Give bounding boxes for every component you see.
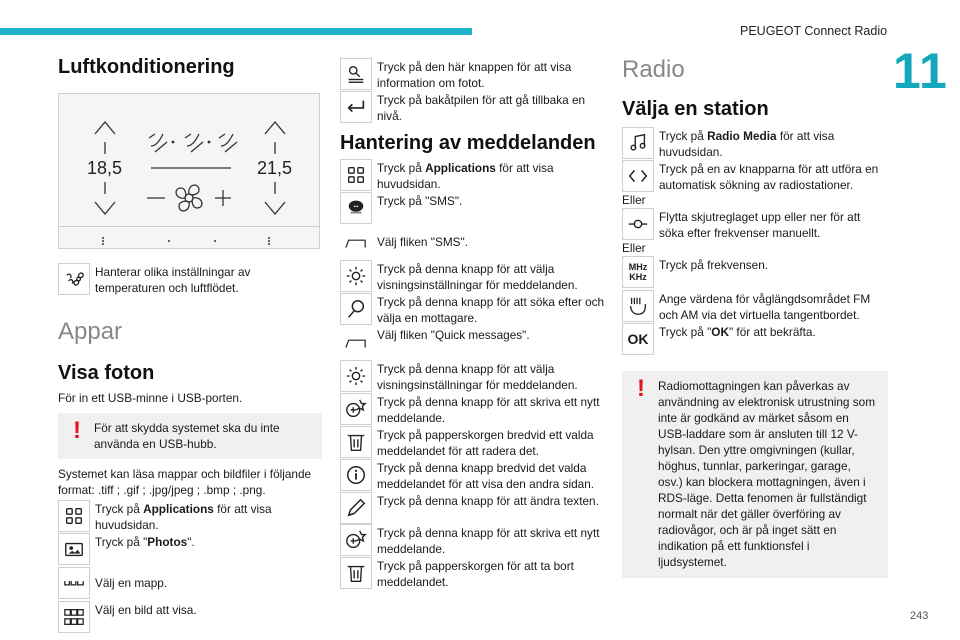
msg-step-delete-2-text: Tryck på papperskorgen för att ta bort meddelandet. bbox=[377, 559, 574, 589]
trash-icon bbox=[345, 431, 367, 453]
photo-info-button[interactable] bbox=[340, 58, 372, 90]
delete-button-1[interactable] bbox=[340, 426, 372, 458]
subsection-title-visa-foton: Visa foton bbox=[58, 362, 155, 384]
photo-step-3-text: Välj en mapp. bbox=[95, 576, 168, 590]
climate-caption: Hanterar olika inställningar av temperaturen och luftflödet. bbox=[95, 265, 251, 295]
or-label-1: Eller bbox=[622, 193, 646, 207]
msg-step-tab-quick-text: Välj fliken "Quick messages". bbox=[377, 328, 530, 342]
settings-button-1[interactable] bbox=[340, 260, 372, 292]
msg-step-new-1 bbox=[340, 393, 608, 426]
section-title-appar: Appar bbox=[58, 318, 123, 345]
radio-step-1-text: Tryck på Radio Media för att visa huvudsidan. bbox=[659, 129, 835, 159]
new-message-button-1[interactable] bbox=[340, 393, 372, 425]
msg-step-settings-1-text: Tryck på denna knapp för att välja visningsinställningar för meddelanden. bbox=[377, 262, 578, 292]
chevron-left-right-icon bbox=[627, 165, 649, 187]
radio-step-2-text: Tryck på en av knapparna för att utföra en automatisk sökning av radiostationer. bbox=[659, 162, 879, 192]
radio-step-3-text: Flytta skjutreglaget upp eller ner för att söka efter frekvenser manuellt. bbox=[659, 210, 861, 240]
photo-step-1-text: Tryck på Applications för att visa huvudsidan. bbox=[95, 502, 272, 532]
usb-warning-box bbox=[58, 413, 322, 459]
back-step bbox=[340, 91, 608, 124]
warning-icon: ! bbox=[73, 417, 81, 444]
keyboard-button[interactable] bbox=[622, 290, 654, 322]
tab-shape-icon bbox=[345, 231, 367, 253]
gear-icon bbox=[345, 265, 367, 287]
applications-button[interactable] bbox=[58, 500, 90, 532]
msg-step-info-text: Tryck på denna knapp bredvid det valda meddelandet för att visa den andra sidan. bbox=[377, 461, 595, 491]
mhz-label: MHz bbox=[628, 262, 648, 272]
applications-grid-icon bbox=[63, 505, 85, 527]
tab-sms[interactable] bbox=[340, 226, 372, 258]
section-title-luftkonditionering: Luftkonditionering bbox=[58, 56, 235, 78]
temp-left-value: 18,5 bbox=[87, 158, 123, 178]
image-grid-icon bbox=[63, 606, 85, 628]
subsection-title-valja-station: Välja en station bbox=[622, 98, 769, 120]
climate-screen-illustration bbox=[58, 93, 320, 249]
msg-step-settings-2-text: Tryck på denna knapp för att välja visningsinställningar för meddelanden. bbox=[377, 362, 578, 392]
khz-label: KHz bbox=[629, 272, 647, 282]
column-1 bbox=[58, 52, 322, 633]
applications-grid-icon bbox=[345, 164, 367, 186]
radio-step-4-text: Tryck på frekvensen. bbox=[659, 258, 769, 272]
temp-left-down-arrow bbox=[95, 202, 115, 214]
msg-step-tab-quick bbox=[340, 326, 608, 358]
music-note-icon bbox=[627, 132, 649, 154]
new-message-button-2[interactable] bbox=[340, 524, 372, 556]
msg-step-applications bbox=[340, 159, 608, 192]
temp-right-value: 21,5 bbox=[257, 158, 293, 178]
page-number: 243 bbox=[910, 610, 929, 622]
warning-icon: ! bbox=[637, 375, 645, 402]
msg-step-settings-2 bbox=[340, 360, 608, 393]
photo-step-2-text: Tryck på "Photos". bbox=[95, 535, 195, 549]
radio-warning-box bbox=[622, 371, 888, 578]
radio-step-2 bbox=[622, 160, 888, 193]
radio-warning-text: Radiomottagningen kan påverkas av användning av elektronisk utrustning som inte är godkänd av märket såsom en USB-laddare som är ansluten till 12 V-hylsan. Den yttre omgivningen (kullar, höghus, tunnlar, parkeringar, garage, osv.) kan blockera mottagningen, även i RDS-läge. Detta fenomen är fullständigt normalt när det gäller överföring av radiovågor, och är på inget sätt en indikation på ett funktionsfel i ljudsystemet. bbox=[658, 379, 876, 569]
msg-step-delete-1 bbox=[340, 426, 608, 459]
msg-step-edit-text: Tryck på denna knapp för att ändra texten. bbox=[377, 494, 599, 508]
msg-step-tab-sms bbox=[340, 226, 608, 258]
gear-icon bbox=[345, 365, 367, 387]
radio-step-6 bbox=[622, 323, 888, 355]
info-step bbox=[340, 58, 608, 91]
folder-list-icon bbox=[63, 572, 85, 594]
intro-text: För in ett USB-minne i USB-porten. bbox=[58, 391, 243, 405]
back-button[interactable] bbox=[340, 91, 372, 123]
pencil-icon bbox=[345, 497, 367, 519]
image-grid-button[interactable] bbox=[58, 601, 90, 633]
sms-bubble-icon bbox=[345, 197, 367, 219]
radio-step-6-text: Tryck på "OK" för att bekräfta. bbox=[659, 325, 816, 339]
radio-warning-head bbox=[630, 375, 878, 570]
virtual-keyboard-icon bbox=[627, 295, 649, 317]
msg-step-new-2 bbox=[340, 524, 608, 557]
tab-shape-icon bbox=[345, 331, 367, 353]
climate-fan-icon bbox=[63, 268, 85, 290]
photo-step-2 bbox=[58, 533, 322, 565]
running-head: PEUGEOT Connect Radio bbox=[740, 24, 888, 38]
temp-right-up-arrow bbox=[265, 122, 285, 134]
msg-step-tab-sms-text: Välj fliken "SMS". bbox=[377, 235, 468, 249]
applications-button-2[interactable] bbox=[340, 159, 372, 191]
photo-step-4-text: Välj en bild att visa. bbox=[95, 603, 197, 617]
new-message-icon bbox=[345, 398, 367, 420]
msg-step-search-text: Tryck på denna knapp för att söka efter och välja en mottagare. bbox=[377, 295, 605, 325]
photo-step-4 bbox=[58, 601, 322, 633]
msg-step-delete-1-text: Tryck på papperskorgen bredvid ett valda meddelandet för att radera det. bbox=[377, 428, 594, 458]
climate-bottom-strip bbox=[59, 226, 319, 248]
settings-button-2[interactable] bbox=[340, 360, 372, 392]
column-2 bbox=[340, 58, 608, 590]
msg-step-info bbox=[340, 459, 608, 492]
svg-text:•••: ••• bbox=[353, 204, 359, 209]
new-message-icon bbox=[345, 529, 367, 551]
column-3 bbox=[622, 52, 888, 578]
radio-step-4 bbox=[622, 256, 888, 288]
radio-step-1 bbox=[622, 127, 888, 160]
seek-buttons[interactable] bbox=[622, 160, 654, 192]
msg-step-new-1-text: Tryck på denna knapp för att skriva ett nytt meddelande. bbox=[377, 395, 600, 425]
delete-button-2[interactable] bbox=[340, 557, 372, 589]
msg-step-sms bbox=[340, 192, 608, 224]
frequency-button[interactable] bbox=[622, 256, 654, 288]
temp-left-up-arrow bbox=[95, 122, 115, 134]
back-step-text: Tryck på bakåtpilen för att gå tillbaka en nivå. bbox=[377, 93, 586, 123]
msg-step-edit bbox=[340, 492, 608, 524]
radio-step-5 bbox=[622, 290, 888, 323]
radio-step-5-text: Ange värdena för våglängdsområdet FM och AM via det virtuella tangentbordet. bbox=[659, 292, 871, 322]
ok-button[interactable]: OK bbox=[622, 323, 654, 355]
folder-list-button[interactable] bbox=[58, 567, 90, 599]
edit-text-button[interactable] bbox=[340, 492, 372, 524]
msg-step-delete-2 bbox=[340, 557, 608, 590]
photo-step-3 bbox=[58, 567, 322, 599]
msg-step-search bbox=[340, 293, 608, 326]
usb-warning-text: För att skydda systemet ska du inte använda en USB-hubb. bbox=[94, 421, 280, 451]
header-accent-bar bbox=[0, 28, 472, 35]
radio-step-3 bbox=[622, 208, 888, 241]
photos-icon bbox=[63, 538, 85, 560]
msg-step-settings-1 bbox=[340, 260, 608, 293]
message-info-button[interactable] bbox=[340, 459, 372, 491]
back-arrow-icon bbox=[345, 96, 367, 118]
info-icon bbox=[345, 464, 367, 486]
info-list-icon bbox=[345, 63, 367, 85]
formats-text: Systemet kan läsa mappar och bildfiler i följande format: .tiff ; .gif ; .jpg/jpeg ; .bmp ; .png. bbox=[58, 467, 312, 497]
tab-quick-messages[interactable] bbox=[340, 326, 372, 358]
radio-media-button[interactable] bbox=[622, 127, 654, 159]
climate-caption-row bbox=[58, 263, 322, 296]
info-step-text: Tryck på den här knappen för att visa information om fotot. bbox=[377, 60, 572, 90]
trash-icon bbox=[345, 562, 367, 584]
climate-button[interactable] bbox=[58, 263, 90, 295]
temp-right-down-arrow bbox=[265, 202, 285, 214]
section-title-meddelanden: Hantering av meddelanden bbox=[340, 132, 596, 154]
search-recipient-button[interactable] bbox=[340, 293, 372, 325]
photos-button[interactable] bbox=[58, 533, 90, 565]
msg-step-new-2-text: Tryck på denna knapp för att skriva ett nytt meddelande. bbox=[377, 526, 600, 556]
slider-icon bbox=[627, 213, 649, 235]
or-label-2: Eller bbox=[622, 241, 646, 255]
chapter-number: 11 bbox=[893, 43, 948, 99]
photo-step-1 bbox=[58, 500, 322, 533]
search-icon bbox=[345, 298, 367, 320]
msg-step-sms-text: Tryck på "SMS". bbox=[377, 194, 463, 208]
section-title-radio: Radio bbox=[622, 56, 685, 83]
msg-step-applications-text: Tryck på Applications för att visa huvudsidan. bbox=[377, 161, 554, 191]
frequency-slider[interactable] bbox=[622, 208, 654, 240]
sms-button[interactable] bbox=[340, 192, 372, 224]
